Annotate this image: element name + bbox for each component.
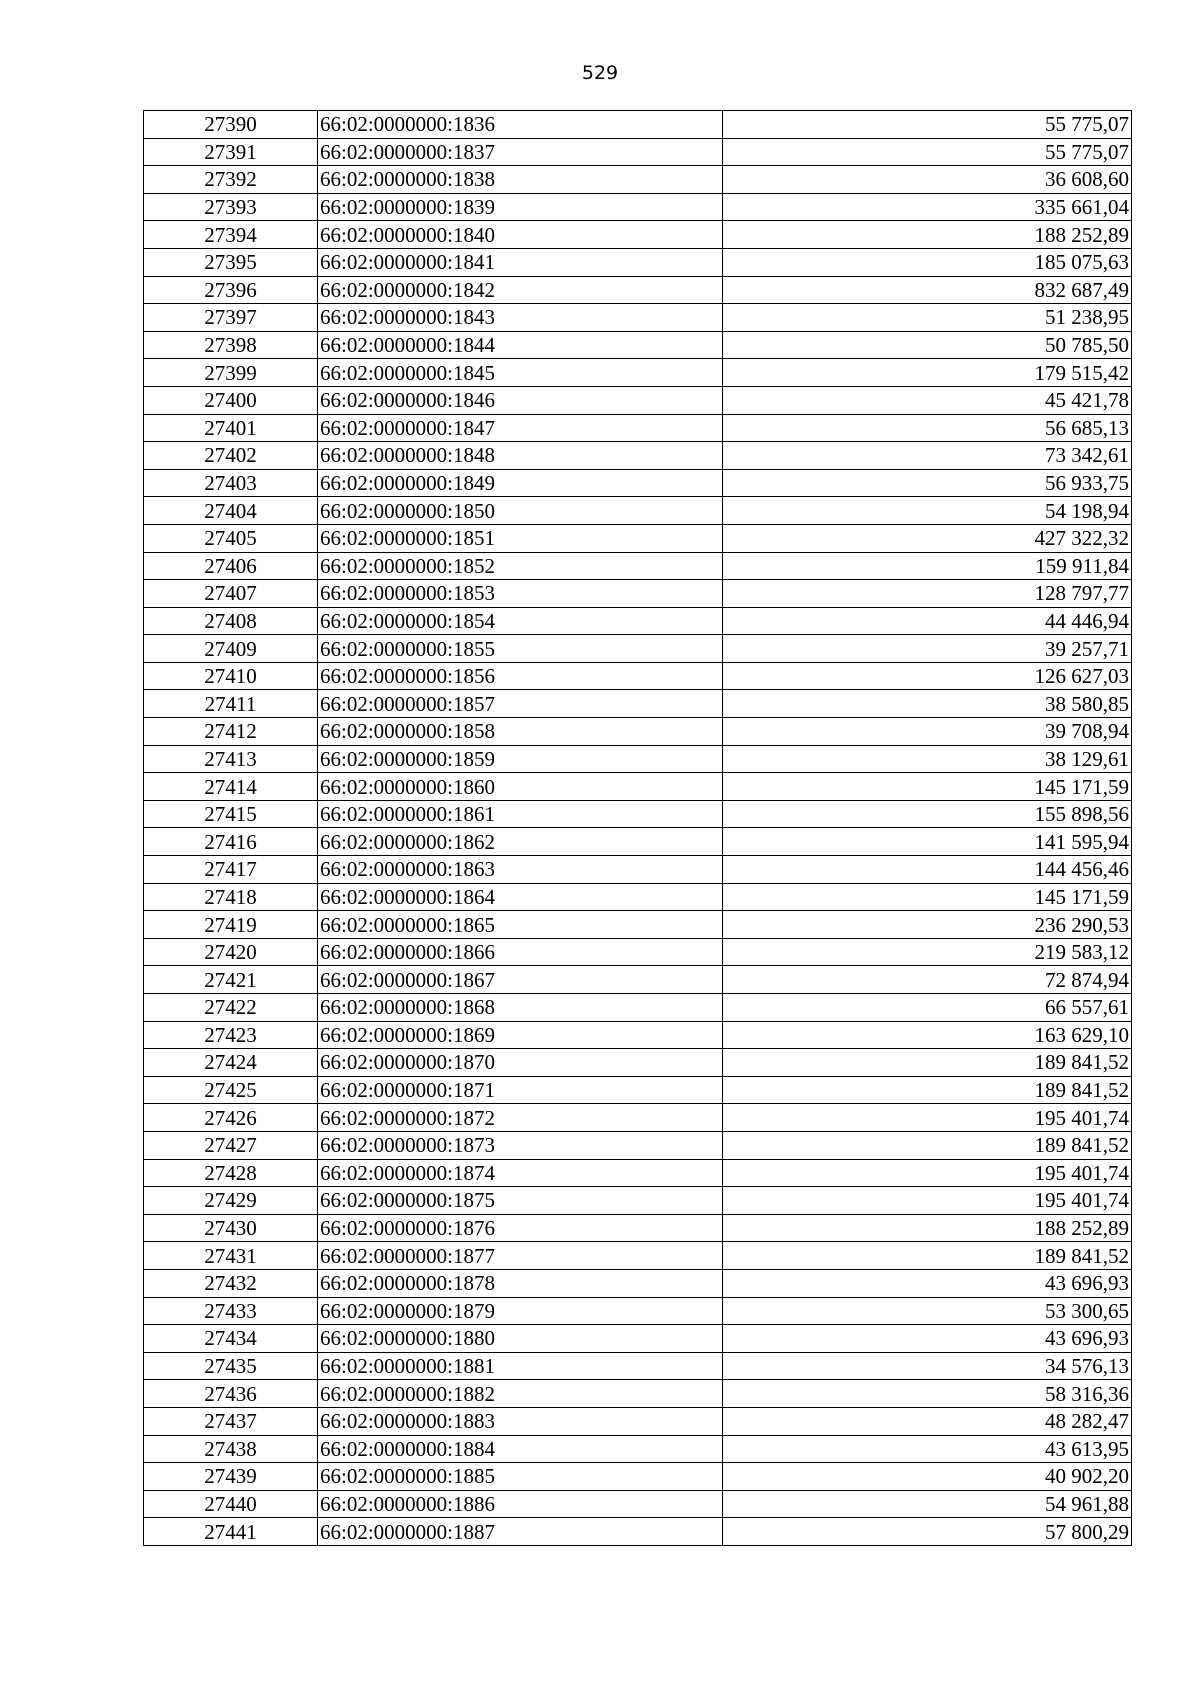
table-row [144, 221, 1132, 249]
cadastral-value-cell: 335 661,04 [723, 193, 1132, 221]
cadastral-number-cell: 66:02:0000000:1887 [318, 1518, 723, 1546]
cadastral-number-cell: 66:02:0000000:1864 [318, 883, 723, 911]
cadastral-value-cell: 126 627,03 [723, 662, 1132, 690]
table-row [144, 994, 1132, 1022]
cadastral-number-cell: 66:02:0000000:1851 [318, 524, 723, 552]
cadastral-value-cell: 195 401,74 [723, 1159, 1132, 1187]
row-number-cell: 27438 [144, 1435, 318, 1463]
cadastral-value-cell: 189 841,52 [723, 1131, 1132, 1159]
row-number-cell: 27421 [144, 966, 318, 994]
row-number-cell: 27415 [144, 800, 318, 828]
cadastral-number-cell: 66:02:0000000:1883 [318, 1407, 723, 1435]
row-number-cell: 27435 [144, 1352, 318, 1380]
table-row [144, 1104, 1132, 1132]
cadastral-number-cell: 66:02:0000000:1884 [318, 1435, 723, 1463]
table-row [144, 662, 1132, 690]
row-number-cell: 27432 [144, 1269, 318, 1297]
cadastral-number-cell: 66:02:0000000:1852 [318, 552, 723, 580]
table-row [144, 248, 1132, 276]
cadastral-number-cell: 66:02:0000000:1861 [318, 800, 723, 828]
cadastral-value-cell: 39 708,94 [723, 718, 1132, 746]
table-row [144, 607, 1132, 635]
cadastral-number-cell: 66:02:0000000:1841 [318, 248, 723, 276]
cadastral-number-cell: 66:02:0000000:1836 [318, 111, 723, 139]
table-row [144, 1490, 1132, 1518]
cadastral-number-cell: 66:02:0000000:1869 [318, 1021, 723, 1049]
cadastral-number-cell: 66:02:0000000:1874 [318, 1159, 723, 1187]
cadastral-value-cell: 179 515,42 [723, 359, 1132, 387]
table-row [144, 1269, 1132, 1297]
cadastral-value-cell: 236 290,53 [723, 911, 1132, 939]
cadastral-value-cell: 51 238,95 [723, 304, 1132, 332]
cadastral-number-cell: 66:02:0000000:1853 [318, 580, 723, 608]
cadastral-number-cell: 66:02:0000000:1863 [318, 856, 723, 884]
table-row [144, 690, 1132, 718]
table-row [144, 773, 1132, 801]
row-number-cell: 27407 [144, 580, 318, 608]
row-number-cell: 27397 [144, 304, 318, 332]
cadastral-number-cell: 66:02:0000000:1845 [318, 359, 723, 387]
row-number-cell: 27399 [144, 359, 318, 387]
row-number-cell: 27412 [144, 718, 318, 746]
row-number-cell: 27433 [144, 1297, 318, 1325]
cadastral-number-cell: 66:02:0000000:1871 [318, 1076, 723, 1104]
table-row [144, 1187, 1132, 1215]
cadastral-number-cell: 66:02:0000000:1849 [318, 469, 723, 497]
table-row [144, 1214, 1132, 1242]
cadastral-value-cell: 56 933,75 [723, 469, 1132, 497]
cadastral-value-table [143, 110, 1132, 1546]
row-number-cell: 27420 [144, 938, 318, 966]
table-row [144, 800, 1132, 828]
cadastral-number-cell: 66:02:0000000:1868 [318, 994, 723, 1022]
row-number-cell: 27408 [144, 607, 318, 635]
cadastral-value-cell: 188 252,89 [723, 221, 1132, 249]
cadastral-value-cell: 189 841,52 [723, 1049, 1132, 1077]
page-number: 529 [581, 62, 619, 84]
cadastral-value-cell: 427 322,32 [723, 524, 1132, 552]
cadastral-value-cell: 58 316,36 [723, 1380, 1132, 1408]
row-number-cell: 27436 [144, 1380, 318, 1408]
row-number-cell: 27426 [144, 1104, 318, 1132]
table-row [144, 745, 1132, 773]
table-row [144, 442, 1132, 470]
cadastral-value-cell: 832 687,49 [723, 276, 1132, 304]
cadastral-value-cell: 48 282,47 [723, 1407, 1132, 1435]
cadastral-value-cell: 44 446,94 [723, 607, 1132, 635]
table-row [144, 718, 1132, 746]
row-number-cell: 27423 [144, 1021, 318, 1049]
cadastral-number-cell: 66:02:0000000:1886 [318, 1490, 723, 1518]
table-row [144, 1380, 1132, 1408]
cadastral-value-cell: 57 800,29 [723, 1518, 1132, 1546]
table-row [144, 828, 1132, 856]
table-row [144, 966, 1132, 994]
cadastral-value-cell: 55 775,07 [723, 111, 1132, 139]
cadastral-value-cell: 163 629,10 [723, 1021, 1132, 1049]
row-number-cell: 27400 [144, 386, 318, 414]
row-number-cell: 27430 [144, 1214, 318, 1242]
cadastral-number-cell: 66:02:0000000:1848 [318, 442, 723, 470]
cadastral-value-cell: 141 595,94 [723, 828, 1132, 856]
table-row [144, 111, 1132, 139]
cadastral-number-cell: 66:02:0000000:1879 [318, 1297, 723, 1325]
table-row [144, 938, 1132, 966]
table-row [144, 193, 1132, 221]
row-number-cell: 27422 [144, 994, 318, 1022]
table-row [144, 1049, 1132, 1077]
cadastral-value-cell: 145 171,59 [723, 773, 1132, 801]
row-number-cell: 27403 [144, 469, 318, 497]
row-number-cell: 27425 [144, 1076, 318, 1104]
cadastral-value-cell: 45 421,78 [723, 386, 1132, 414]
row-number-cell: 27440 [144, 1490, 318, 1518]
table-row [144, 856, 1132, 884]
row-number-cell: 27409 [144, 635, 318, 663]
cadastral-number-cell: 66:02:0000000:1875 [318, 1187, 723, 1215]
table-row [144, 524, 1132, 552]
cadastral-number-cell: 66:02:0000000:1850 [318, 497, 723, 525]
row-number-cell: 27410 [144, 662, 318, 690]
cadastral-value-cell: 185 075,63 [723, 248, 1132, 276]
table-row [144, 304, 1132, 332]
cadastral-value-cell: 66 557,61 [723, 994, 1132, 1022]
table-row [144, 552, 1132, 580]
cadastral-number-cell: 66:02:0000000:1862 [318, 828, 723, 856]
cadastral-value-cell: 43 696,93 [723, 1325, 1132, 1353]
row-number-cell: 27416 [144, 828, 318, 856]
cadastral-number-cell: 66:02:0000000:1839 [318, 193, 723, 221]
cadastral-number-cell: 66:02:0000000:1876 [318, 1214, 723, 1242]
row-number-cell: 27401 [144, 414, 318, 442]
cadastral-value-cell: 56 685,13 [723, 414, 1132, 442]
cadastral-number-cell: 66:02:0000000:1859 [318, 745, 723, 773]
cadastral-value-cell: 159 911,84 [723, 552, 1132, 580]
table-row [144, 166, 1132, 194]
cadastral-number-cell: 66:02:0000000:1865 [318, 911, 723, 939]
row-number-cell: 27392 [144, 166, 318, 194]
cadastral-number-cell: 66:02:0000000:1873 [318, 1131, 723, 1159]
row-number-cell: 27429 [144, 1187, 318, 1215]
table-row [144, 1407, 1132, 1435]
row-number-cell: 27406 [144, 552, 318, 580]
cadastral-number-cell: 66:02:0000000:1872 [318, 1104, 723, 1132]
cadastral-number-cell: 66:02:0000000:1867 [318, 966, 723, 994]
cadastral-number-cell: 66:02:0000000:1842 [318, 276, 723, 304]
table-row [144, 911, 1132, 939]
row-number-cell: 27390 [144, 111, 318, 139]
cadastral-number-cell: 66:02:0000000:1837 [318, 138, 723, 166]
cadastral-value-cell: 50 785,50 [723, 331, 1132, 359]
table-row [144, 331, 1132, 359]
cadastral-number-cell: 66:02:0000000:1878 [318, 1269, 723, 1297]
row-number-cell: 27424 [144, 1049, 318, 1077]
table-row [144, 276, 1132, 304]
row-number-cell: 27404 [144, 497, 318, 525]
row-number-cell: 27395 [144, 248, 318, 276]
table-row [144, 469, 1132, 497]
cadastral-number-cell: 66:02:0000000:1843 [318, 304, 723, 332]
cadastral-value-cell: 43 613,95 [723, 1435, 1132, 1463]
table-row [144, 414, 1132, 442]
row-number-cell: 27391 [144, 138, 318, 166]
table-row [144, 1242, 1132, 1270]
cadastral-value-cell: 144 456,46 [723, 856, 1132, 884]
row-number-cell: 27411 [144, 690, 318, 718]
cadastral-value-cell: 39 257,71 [723, 635, 1132, 663]
cadastral-value-cell: 189 841,52 [723, 1242, 1132, 1270]
cadastral-number-cell: 66:02:0000000:1846 [318, 386, 723, 414]
table-row [144, 138, 1132, 166]
cadastral-number-cell: 66:02:0000000:1882 [318, 1380, 723, 1408]
cadastral-value-cell: 38 580,85 [723, 690, 1132, 718]
row-number-cell: 27398 [144, 331, 318, 359]
cadastral-number-cell: 66:02:0000000:1857 [318, 690, 723, 718]
cadastral-number-cell: 66:02:0000000:1885 [318, 1463, 723, 1491]
row-number-cell: 27439 [144, 1463, 318, 1491]
table-row [144, 386, 1132, 414]
row-number-cell: 27441 [144, 1518, 318, 1546]
cadastral-number-cell: 66:02:0000000:1847 [318, 414, 723, 442]
cadastral-value-cell: 195 401,74 [723, 1187, 1132, 1215]
cadastral-value-cell: 128 797,77 [723, 580, 1132, 608]
table-row [144, 635, 1132, 663]
table-body [144, 111, 1132, 1546]
row-number-cell: 27434 [144, 1325, 318, 1353]
cadastral-value-cell: 40 902,20 [723, 1463, 1132, 1491]
cadastral-value-cell: 38 129,61 [723, 745, 1132, 773]
cadastral-number-cell: 66:02:0000000:1858 [318, 718, 723, 746]
cadastral-value-cell: 53 300,65 [723, 1297, 1132, 1325]
cadastral-number-cell: 66:02:0000000:1870 [318, 1049, 723, 1077]
cadastral-value-cell: 54 198,94 [723, 497, 1132, 525]
row-number-cell: 27405 [144, 524, 318, 552]
table-row [144, 1131, 1132, 1159]
table-row [144, 580, 1132, 608]
cadastral-value-cell: 54 961,88 [723, 1490, 1132, 1518]
row-number-cell: 27427 [144, 1131, 318, 1159]
table-row [144, 1518, 1132, 1546]
cadastral-number-cell: 66:02:0000000:1854 [318, 607, 723, 635]
cadastral-number-cell: 66:02:0000000:1855 [318, 635, 723, 663]
table-row [144, 1463, 1132, 1491]
cadastral-value-cell: 188 252,89 [723, 1214, 1132, 1242]
row-number-cell: 27419 [144, 911, 318, 939]
row-number-cell: 27396 [144, 276, 318, 304]
table-row [144, 1021, 1132, 1049]
row-number-cell: 27428 [144, 1159, 318, 1187]
table-row [144, 359, 1132, 387]
row-number-cell: 27413 [144, 745, 318, 773]
cadastral-value-cell: 73 342,61 [723, 442, 1132, 470]
cadastral-number-cell: 66:02:0000000:1860 [318, 773, 723, 801]
cadastral-number-cell: 66:02:0000000:1840 [318, 221, 723, 249]
cadastral-value-cell: 155 898,56 [723, 800, 1132, 828]
table-row [144, 1435, 1132, 1463]
table-row [144, 1297, 1132, 1325]
cadastral-value-cell: 43 696,93 [723, 1269, 1132, 1297]
row-number-cell: 27393 [144, 193, 318, 221]
table-row [144, 1076, 1132, 1104]
cadastral-number-cell: 66:02:0000000:1844 [318, 331, 723, 359]
cadastral-value-cell: 36 608,60 [723, 166, 1132, 194]
cadastral-number-cell: 66:02:0000000:1866 [318, 938, 723, 966]
row-number-cell: 27402 [144, 442, 318, 470]
table-row [144, 1159, 1132, 1187]
cadastral-value-cell: 195 401,74 [723, 1104, 1132, 1132]
cadastral-number-cell: 66:02:0000000:1838 [318, 166, 723, 194]
cadastral-number-cell: 66:02:0000000:1877 [318, 1242, 723, 1270]
cadastral-value-cell: 72 874,94 [723, 966, 1132, 994]
cadastral-number-cell: 66:02:0000000:1880 [318, 1325, 723, 1353]
cadastral-value-cell: 189 841,52 [723, 1076, 1132, 1104]
table-row [144, 1325, 1132, 1353]
cadastral-number-cell: 66:02:0000000:1881 [318, 1352, 723, 1380]
cadastral-value-cell: 34 576,13 [723, 1352, 1132, 1380]
cadastral-value-cell: 55 775,07 [723, 138, 1132, 166]
cadastral-number-cell: 66:02:0000000:1856 [318, 662, 723, 690]
table-row [144, 1352, 1132, 1380]
cadastral-value-cell: 219 583,12 [723, 938, 1132, 966]
row-number-cell: 27394 [144, 221, 318, 249]
table-row [144, 497, 1132, 525]
row-number-cell: 27418 [144, 883, 318, 911]
cadastral-value-cell: 145 171,59 [723, 883, 1132, 911]
row-number-cell: 27431 [144, 1242, 318, 1270]
table-row [144, 883, 1132, 911]
row-number-cell: 27417 [144, 856, 318, 884]
row-number-cell: 27437 [144, 1407, 318, 1435]
row-number-cell: 27414 [144, 773, 318, 801]
